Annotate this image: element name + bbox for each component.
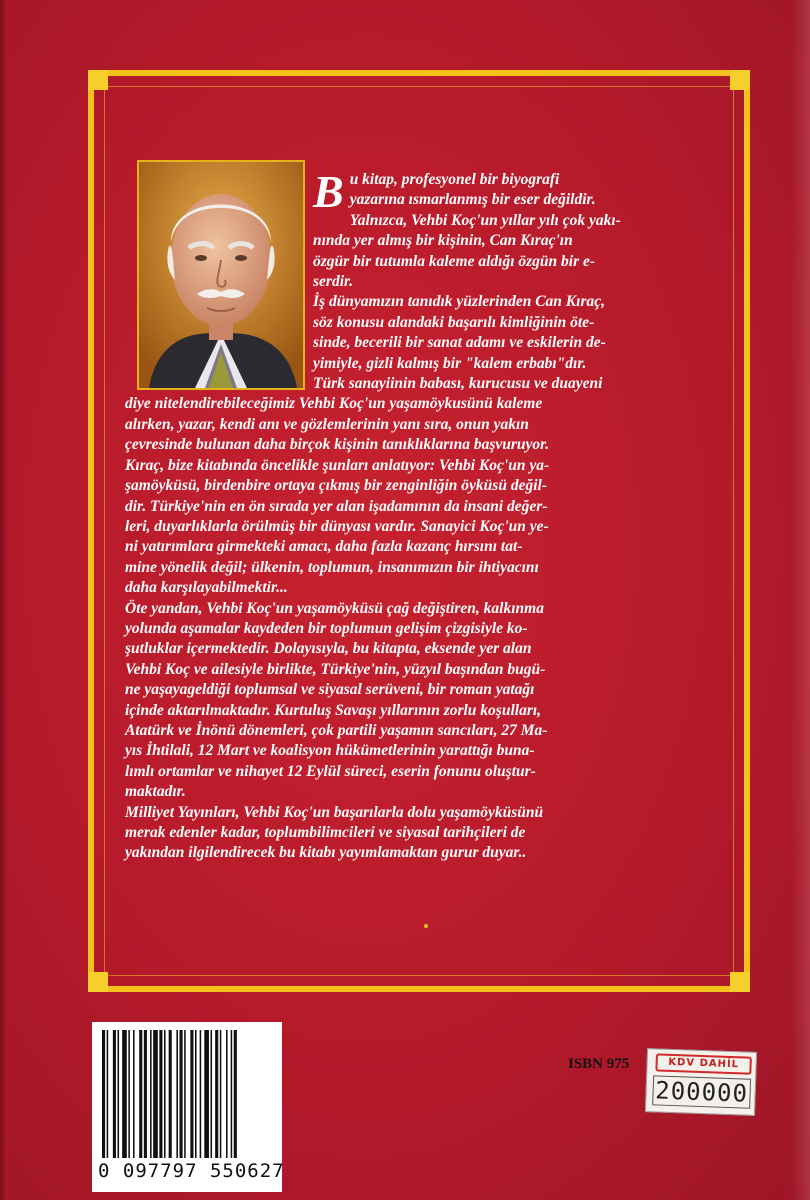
blurb-line: özgür bir tutumla kaleme aldığı özgün bir e- xyxy=(313,252,596,270)
blurb-line: ne yaşayageldiği toplumsal ve siyasal serüveni, bir roman yatağı xyxy=(125,681,535,699)
barcode-bars-icon xyxy=(102,1030,272,1158)
blurb-line: u kitap, profesyonel bir biyografi xyxy=(349,171,560,188)
frame-corner-top-left xyxy=(88,70,108,90)
blurb-line: Yalnızca, Vehbi Koç'un yıllar yılı çok yakı- xyxy=(349,211,621,229)
barcode xyxy=(92,1022,285,1192)
blurb-line: sinde, becerili bir sanat adamı ve eskilerin de- xyxy=(313,334,606,352)
blurb-line: Türk sanayiinin babası, kurucusu ve duayeni xyxy=(313,375,603,393)
frame-corner-bottom-left xyxy=(88,972,108,992)
cover-spine-edge xyxy=(0,0,8,1200)
cover-page-edge xyxy=(770,0,810,1200)
blurb-line: yazarına ısmarlanmış bir eser değildir. xyxy=(349,191,596,209)
isbn-label: ISBN 975 xyxy=(568,1056,630,1072)
blurb-line: yimiyle, gizli kalmış bir "kalem erbabı"dır. xyxy=(313,354,587,372)
blurb-line: Atatürk ve İnönü dönemleri, çok partili yaşamın sancıları, 27 Ma- xyxy=(125,721,548,739)
blurb-line: İş dünyamızın tanıdık yüzlerinden Can Kıraç, xyxy=(313,293,605,311)
blurb-line: merak edenler kadar, toplumbilimcileri ve siyasal tarihçileri de xyxy=(125,824,526,841)
blurb-line: daha karşılayabilmektir... xyxy=(125,579,288,597)
blurb-line: dir. Türkiye'nin en ön sırada yer alan işadamının da insani değer- xyxy=(125,497,548,515)
blurb-line: ni yatırımlara girmekteki amacı, daha fazla kazanç hırsını tat- xyxy=(125,538,523,556)
blurb-line: Kıraç, bize kitabında öncelikle şunları anlatıyor: Vehbi Koç'un ya- xyxy=(125,456,550,474)
blurb-line: içinde aktarılmaktadır. Kurtuluş Savaşı yıllarının zorlu koşulları, xyxy=(125,701,542,719)
blurb-line: şutluklar içermektedir. Dolayısıyla, bu kitapta, eksende yer alan xyxy=(125,640,532,658)
blurb-line: yıs İhtilali, 12 Mart ve koalisyon hükümetlerinin yarattığı buna- xyxy=(125,742,535,760)
blurb-line: serdir. xyxy=(313,273,354,291)
barcode-digits: 0 097797 550627 xyxy=(98,1160,285,1182)
price-value: 200000 xyxy=(652,1075,751,1108)
blurb-line: diye nitelendirebileceğimiz Vehbi Koç'un yaşamöykusünü kaleme xyxy=(125,395,543,413)
blurb-line: lımlı ortamlar ve nihayet 12 Eylül süreci, eserin fonunu oluştur- xyxy=(125,762,536,780)
back-cover-blurb xyxy=(125,166,700,864)
frame-corner-top-right xyxy=(730,70,750,90)
blurb-line: Milliyet Yayınları, Vehbi Koç'un başarılarla dolu yaşamöyküsünü xyxy=(125,803,544,821)
decorative-dot xyxy=(424,924,428,928)
blurb-line: çevresinde bulunan daha birçok kişinin tanıklıklarına başvuruyor. xyxy=(125,436,550,454)
blurb-line: yolunda aşamalar kaydeden bir toplumun gelişim çizgisiyle ko- xyxy=(125,619,528,637)
blurb-body xyxy=(125,394,700,863)
blurb-line: Vehbi Koç ve ailesiyle birlikte, Türkiye'nin, yüzyıl başından bugü- xyxy=(125,660,546,678)
blurb-line: Öte yandan, Vehbi Koç'un yaşamöyküsü çağ değiştiren, kalkınma xyxy=(125,599,544,617)
blurb-line: mine yönelik değil; ülkenin, toplumun, insanımızın bir ihtiyacını xyxy=(125,558,539,576)
blurb-line: nında yer almış bir kişinin, Can Kıraç'ın xyxy=(313,232,573,250)
blurb-line: alırken, yazar, kendi anı ve gözlemlerinin yanı sıra, onun yakın xyxy=(125,415,529,433)
tax-included-label: KDV DAHİL xyxy=(655,1053,752,1074)
frame-corner-bottom-right xyxy=(730,972,750,992)
blurb-line: leri, duyarlıklarla örülmüş bir dünyası vardır. Sanayici Koç'un ye- xyxy=(125,517,549,535)
blurb-line: şamöyküsü, birdenbire ortaya çıkmış bir zenginliğin öyküsü değil- xyxy=(125,477,547,495)
price-sticker xyxy=(645,1048,757,1116)
blurb-line: söz konusu alandaki başarılı kimliğinin öte- xyxy=(313,313,595,331)
blurb-line: yakından ilgilendirecek bu kitabı yayımlamaktan gurur duyar.. xyxy=(125,844,527,862)
blurb-intro xyxy=(313,166,700,394)
blurb-line: maktadır. xyxy=(125,783,186,801)
blurb-dropcap: B xyxy=(313,166,344,217)
